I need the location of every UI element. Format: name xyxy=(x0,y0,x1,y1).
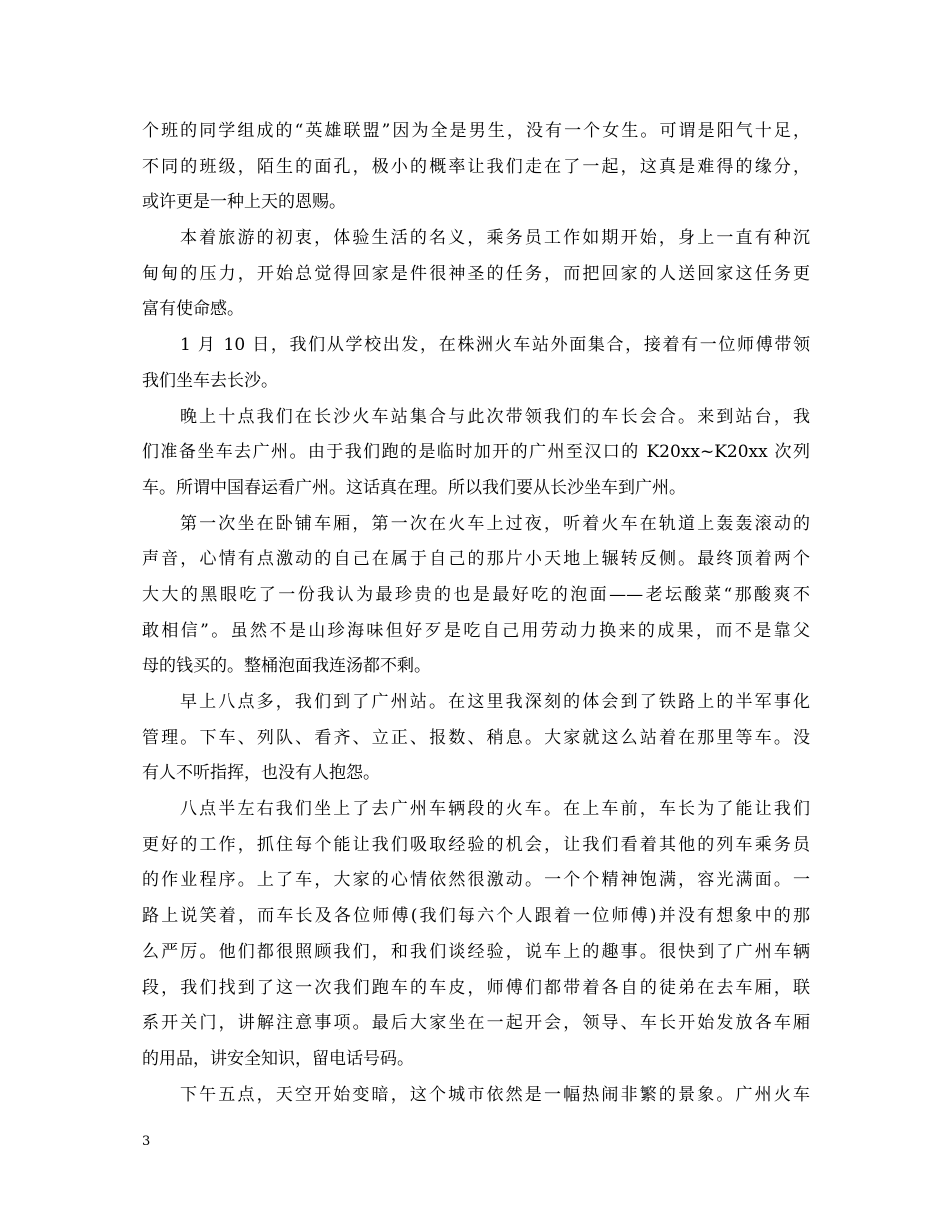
text-line: 甸甸的压力，开始总觉得回家是件很神圣的任务，而把回家的人送回家这任务更 xyxy=(142,263,810,284)
text-line: 的作业程序。上了车，大家的心情依然很激动。一个个精神饱满，容光满面。一 xyxy=(142,870,810,891)
page-number: 3 xyxy=(142,1134,151,1149)
text-line: 大大的黑眼吃了一份我认为最珍贵的也是最好吃的泡面——老坛酸菜“那酸爽不 xyxy=(142,584,810,605)
text-line: 敢相信”。虽然不是山珍海味但好歹是吃自己用劳动力换来的成果，而不是靠父 xyxy=(142,620,810,641)
text-line: 本着旅游的初衷，体验生活的名义，乘务员工作如期开始，身上一直有种沉 xyxy=(180,228,810,249)
text-line: 么严厉。他们都很照顾我们，和我们谈经验，说车上的趣事。很快到了广州车辆 xyxy=(142,941,810,962)
text-line: 更好的工作，抓住每个能让我们吸取经验的机会，让我们看着其他的列车乘务员 xyxy=(142,834,810,855)
text-line: 或许更是一种上天的恩赐。 xyxy=(142,192,346,213)
text-line: 我们坐车去长沙。 xyxy=(142,370,278,391)
text-line: 八点半左右我们坐上了去广州车辆段的火车。在上车前，车长为了能让我们 xyxy=(180,799,810,820)
text-line: 不同的班级，陌生的面孔，极小的概率让我们走在了一起，这真是难得的缘分， xyxy=(142,156,810,177)
text-line: 路上说笑着，而车长及各位师傅(我们每六个人跟着一位师傅)并没有想象中的那 xyxy=(142,906,810,927)
text-line: 下午五点，天空开始变暗，这个城市依然是一幅热闹非繁的景象。广州火车 xyxy=(180,1084,810,1105)
text-line: 个班的同学组成的“英雄联盟”因为全是男生，没有一个女生。可谓是阳气十足， xyxy=(142,121,810,141)
text-line: 们准备坐车去广州。由于我们跑的是临时加开的广州至汉口的 K20xx~K20xx 次列 xyxy=(142,442,810,463)
text-line: 声音，心情有点激动的自己在属于自己的那片小天地上辗转反侧。最终顶着两个 xyxy=(142,549,810,570)
text-line: 系开关门，讲解注意事项。最后大家坐在一起开会，领导、车长开始发放各车厢 xyxy=(142,1013,810,1034)
text-line: 晚上十点我们在长沙火车站集合与此次带领我们的车长会合。来到站台，我 xyxy=(180,406,810,427)
text-line: 的用品，讲安全知识，留电话号码。 xyxy=(142,1048,414,1069)
text-line: 早上八点多，我们到了广州站。在这里我深刻的体会到了铁路上的半军事化 xyxy=(180,692,810,712)
text-line: 第一次坐在卧铺车厢，第一次在火车上过夜，听着火车在轨道上轰轰滚动的 xyxy=(180,513,810,534)
text-line: 有人不听指挥，也没有人抱怨。 xyxy=(142,763,380,784)
text-line: 富有使命感。 xyxy=(142,299,244,320)
text-line: 段，我们找到了这一次我们跑车的车皮，师傅们都带着各自的徒弟在去车厢，联 xyxy=(142,977,810,998)
text-line: 1 月 10 日，我们从学校出发，在株洲火车站外面集合，接着有一位师傅带领 xyxy=(180,335,810,356)
text-line: 母的钱买的。整桶泡面我连汤都不剩。 xyxy=(142,656,431,677)
text-line: 车。所谓中国春运看广州。这话真在理。所以我们要从长沙坐车到广州。 xyxy=(142,477,686,498)
text-line: 管理。下车、列队、看齐、立正、报数、稍息。大家就这么站着在那里等车。没 xyxy=(142,727,810,748)
body-text xyxy=(142,114,810,1113)
